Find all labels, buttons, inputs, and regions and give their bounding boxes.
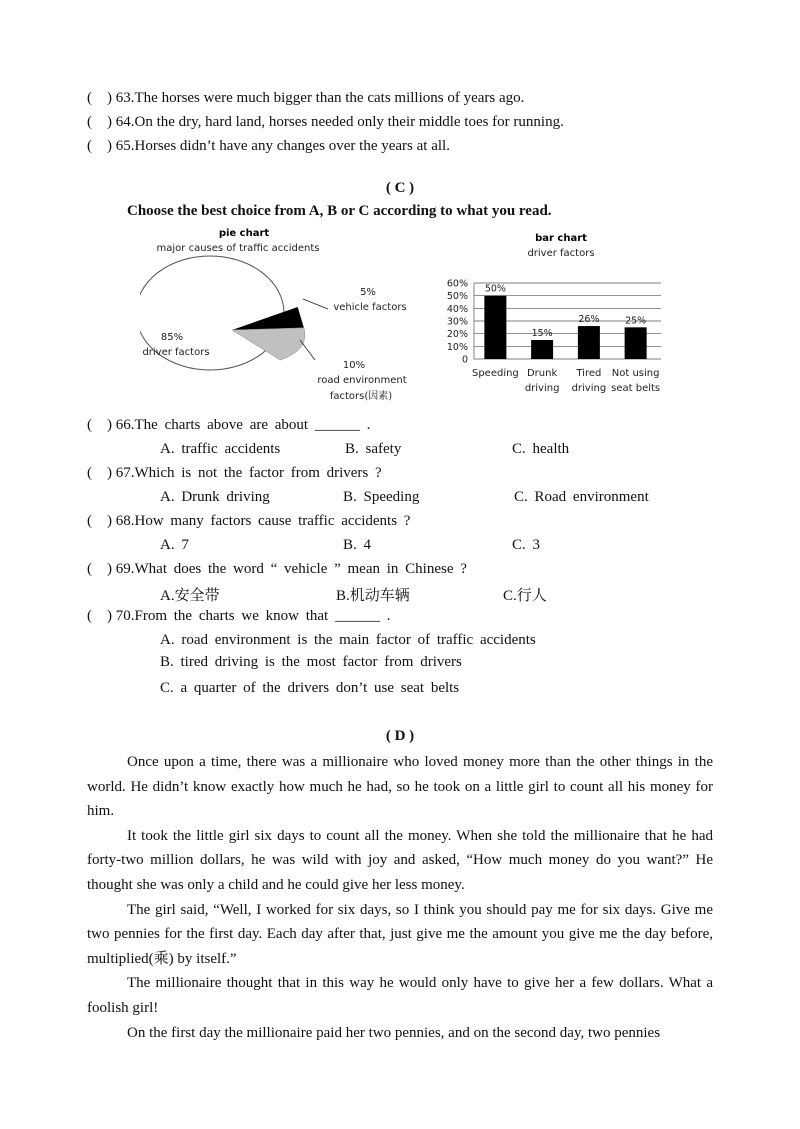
option-c: C.行人 xyxy=(503,588,547,604)
option-c: C. health xyxy=(512,441,570,457)
option-b: B. 4 xyxy=(343,537,372,553)
bar xyxy=(531,340,553,359)
y-tick-label: 20% xyxy=(446,329,468,341)
answer-paren-close: ) xyxy=(107,90,112,106)
option-b: B. safety xyxy=(345,441,402,457)
passage-paragraph: The girl said, “Well, I worked for six days, so I think you should pay me for six days. Give me two pennies for the first day. Each day after that, just give me the amount you give me the day before, multiplied(乘) by itself.” xyxy=(87,901,713,967)
question-67 xyxy=(87,465,382,482)
question-text: 66.The charts above are about ______ . xyxy=(115,417,371,433)
bar xyxy=(625,327,647,359)
answer-paren-open[interactable]: ( xyxy=(87,90,92,106)
option-a: A. road environment is the main factor of traffic accidents xyxy=(160,632,536,648)
x-category-label: Speeding xyxy=(471,368,519,379)
pie-chart-title: pie chart xyxy=(218,228,270,239)
x-category-label: Tired xyxy=(576,368,602,379)
option-c: C. 3 xyxy=(512,537,541,553)
pie-slice-label: factors(因素) xyxy=(329,391,393,402)
y-tick-label: 60% xyxy=(446,278,468,290)
option-b: B. Speeding xyxy=(343,489,420,505)
question-text: 63.The horses were much bigger than the cats millions of years ago. xyxy=(115,90,525,106)
question-text: 69.What does the word “ vehicle ” mean in Chinese ? xyxy=(115,561,467,577)
x-category-label: Not using xyxy=(611,368,660,379)
option-a: A. traffic accidents xyxy=(160,441,281,457)
answer-paren-close: ) xyxy=(107,513,112,529)
option-b: B. tired driving is the most factor from drivers xyxy=(160,654,462,670)
answer-paren-open[interactable]: ( xyxy=(87,114,92,130)
option-c: C. a quarter of the drivers don’t use seat belts xyxy=(160,680,460,696)
y-tick-label: 10% xyxy=(446,341,468,353)
bar-value-label: 26% xyxy=(578,314,600,326)
question-68 xyxy=(87,513,410,530)
answer-paren-open[interactable]: ( xyxy=(87,417,92,433)
pie-leader-line xyxy=(303,299,328,309)
answer-paren-open[interactable]: ( xyxy=(87,513,92,529)
answer-paren-close: ) xyxy=(107,561,112,577)
y-tick-label: 0 xyxy=(461,354,468,366)
pie-chart xyxy=(140,222,430,407)
x-category-label: driving xyxy=(524,383,560,394)
question-text: 67.Which is not the factor from drivers ? xyxy=(115,465,382,481)
x-category-label: seat belts xyxy=(611,383,661,394)
answer-paren-close: ) xyxy=(107,465,112,481)
option-c: C. Road environment xyxy=(514,489,649,505)
answer-paren-close: ) xyxy=(107,114,112,130)
option-a: A. 7 xyxy=(160,537,189,553)
pie-value-label: 85% xyxy=(160,332,184,343)
question-65 xyxy=(87,138,450,155)
y-tick-label: 40% xyxy=(446,303,468,315)
answer-paren-close: ) xyxy=(107,138,112,154)
passage-d xyxy=(87,750,713,1045)
pie-slice-label: driver factors xyxy=(142,347,210,358)
bar-chart-title: bar chart xyxy=(535,233,587,244)
answer-paren-open[interactable]: ( xyxy=(87,561,92,577)
pie-value-label: 5% xyxy=(360,287,376,298)
question-69 xyxy=(87,561,467,578)
section-c-instruction: Choose the best choice from A, B or C according to what you read. xyxy=(127,203,552,219)
section-d-heading: ( D ) xyxy=(385,728,415,744)
question-70 xyxy=(87,608,390,625)
passage-paragraph: It took the little girl six days to count all the money. When she told the millionaire that he had forty-two million dollars, he was wild with joy and asked, “How much money do you want?” He thought she was only a child and he could give her less money. xyxy=(87,827,713,893)
answer-paren-open[interactable]: ( xyxy=(87,608,92,624)
answer-paren-open[interactable]: ( xyxy=(87,138,92,154)
option-b: B.机动车辆 xyxy=(336,588,410,604)
section-c-heading: ( C ) xyxy=(385,180,415,196)
question-63 xyxy=(87,90,524,107)
bar-value-label: 15% xyxy=(531,328,553,339)
y-tick-label: 50% xyxy=(446,291,468,303)
y-tick-label: 30% xyxy=(446,316,468,328)
option-a: A. Drunk driving xyxy=(160,489,270,505)
pie-slice-label: road environment xyxy=(317,375,407,386)
bar-chart xyxy=(436,228,672,400)
option-a: A.安全带 xyxy=(160,588,220,604)
passage-paragraph: On the first day the millionaire paid her two pennies, and on the second day, two pennies xyxy=(127,1024,661,1041)
question-64 xyxy=(87,114,564,131)
answer-paren-open[interactable]: ( xyxy=(87,465,92,481)
pie-chart-subtitle: major causes of traffic accidents xyxy=(156,243,320,254)
pie-leader-line xyxy=(300,340,315,360)
question-text: 68.How many factors cause traffic accidents ? xyxy=(115,513,411,529)
bar-value-label: 50% xyxy=(484,283,506,295)
bar xyxy=(484,296,506,359)
question-text: 64.On the dry, hard land, horses needed only their middle toes for running. xyxy=(115,114,564,130)
bar-chart-subtitle: driver factors xyxy=(527,248,595,259)
answer-paren-close: ) xyxy=(107,417,112,433)
bar-value-label: 25% xyxy=(625,315,647,327)
question-66 xyxy=(87,417,370,434)
question-text: 70.From the charts we know that ______ . xyxy=(115,608,391,624)
passage-paragraph: Once upon a time, there was a millionaire who loved money more than the other things in the world. He didn’t know exactly how much he had, so he took on a little girl to count all his money for him. xyxy=(87,754,713,820)
bar xyxy=(578,326,600,359)
x-category-label: driving xyxy=(571,383,607,394)
x-category-label: Drunk xyxy=(526,368,558,379)
pie-value-label: 10% xyxy=(342,360,366,371)
question-text: 65.Horses didn’t have any changes over the years at all. xyxy=(115,138,450,154)
passage-paragraph: The millionaire thought that in this way he would only have to give her a few dollars. What a foolish girl! xyxy=(87,975,713,1016)
answer-paren-close: ) xyxy=(107,608,112,624)
pie-slice-label: vehicle factors xyxy=(333,302,407,313)
